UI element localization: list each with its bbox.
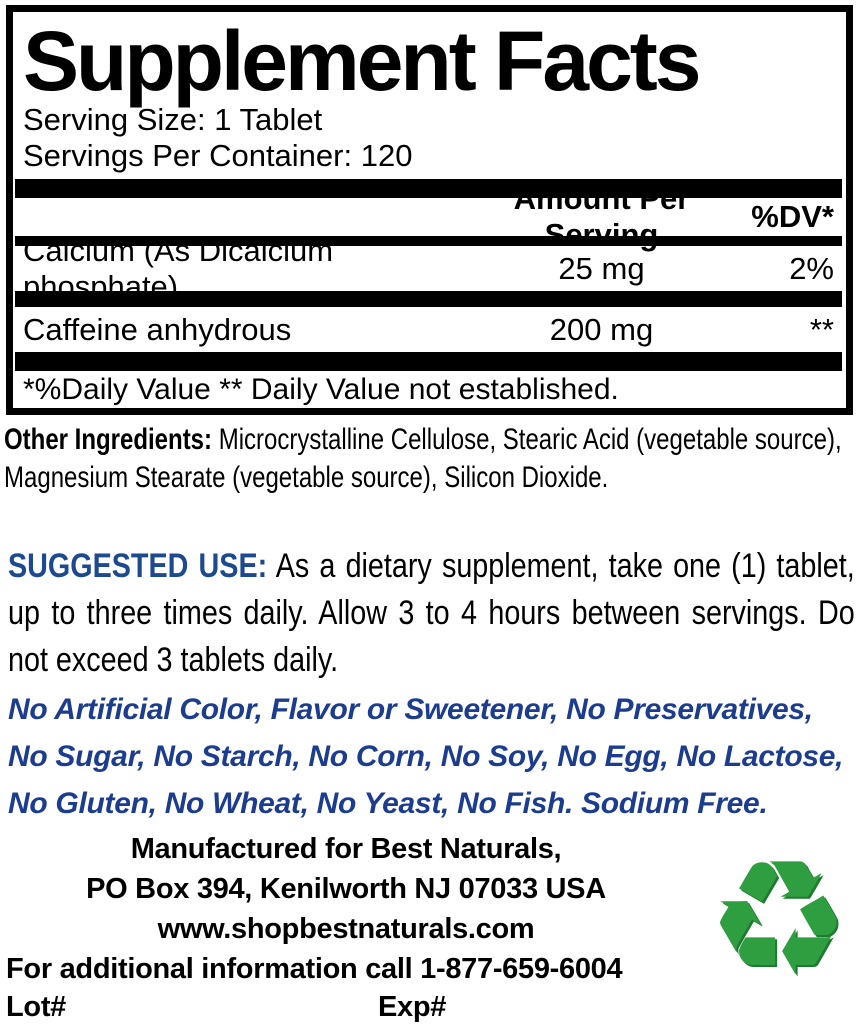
table-header-row [23,181,834,253]
other-ingredients-text: Microcrystalline Cellulose, Stearic Acid (vegetable source), Magnesium Stearate (vegetable source), Silicon Dioxide. [4,423,842,495]
amount-column-header: Amount Per Serving [513,181,690,253]
claims-line: No Gluten, No Wheat, No Yeast, No Fish. Sodium Free. [8,787,768,821]
divider-bar-thick [15,352,842,371]
panel-title: Supplement Facts [23,14,699,108]
manufacturer-website: www.shopbestnaturals.com [157,913,535,946]
other-ingredients [4,421,852,497]
manufactured-for: Manufactured for Best Naturals, [130,833,562,866]
ingredient-name: Calcium (As Dicalcium phosphate) [23,232,334,304]
ingredient-dv: ** [809,311,834,347]
ingredient-name: Caffeine anhydrous [23,311,292,347]
ingredient-amount: 25 mg [558,250,645,286]
ingredient-dv: 2% [789,250,834,286]
suggested-use-text: As a dietary supplement, take one (1) tablet, up to three times daily. Allow 3 to 4 hours between servings. Do not exceed 3 tablets daily. [8,547,855,680]
claims-line: No Sugar, No Starch, No Corn, No Soy, No Egg, No Lactose, [8,740,844,774]
table-row [23,232,834,304]
product-claims [8,686,860,827]
suggested-use [8,543,855,684]
claims-line: No Artificial Color, Flavor or Sweetener, No Preservatives, [8,693,813,727]
supplement-label [0,5,860,1029]
recycle-icon: ♻ [706,825,850,1012]
servings-per-container: Servings Per Container: 120 [23,138,413,174]
other-ingredients-label: Other Ingredients: [4,423,213,457]
supplement-facts-panel [6,5,853,415]
serving-size: Serving Size: 1 Tablet [23,102,323,138]
table-row [23,307,834,352]
manufacturer-address: PO Box 394, Kenilworth NJ 07033 USA [86,873,606,906]
suggested-use-label: SUGGESTED USE: [8,547,268,586]
ingredient-amount: 200 mg [549,311,654,347]
exp-date-label: Exp# [378,991,447,1024]
lot-number-label: Lot# [6,991,67,1024]
dv-column-header: %DV* [751,199,834,235]
daily-value-footnote: *%Daily Value ** Daily Value not established. [23,372,619,406]
manufacturer-block [0,829,692,949]
info-phone-line: For additional information call 1-877-659-6004 [6,953,623,986]
